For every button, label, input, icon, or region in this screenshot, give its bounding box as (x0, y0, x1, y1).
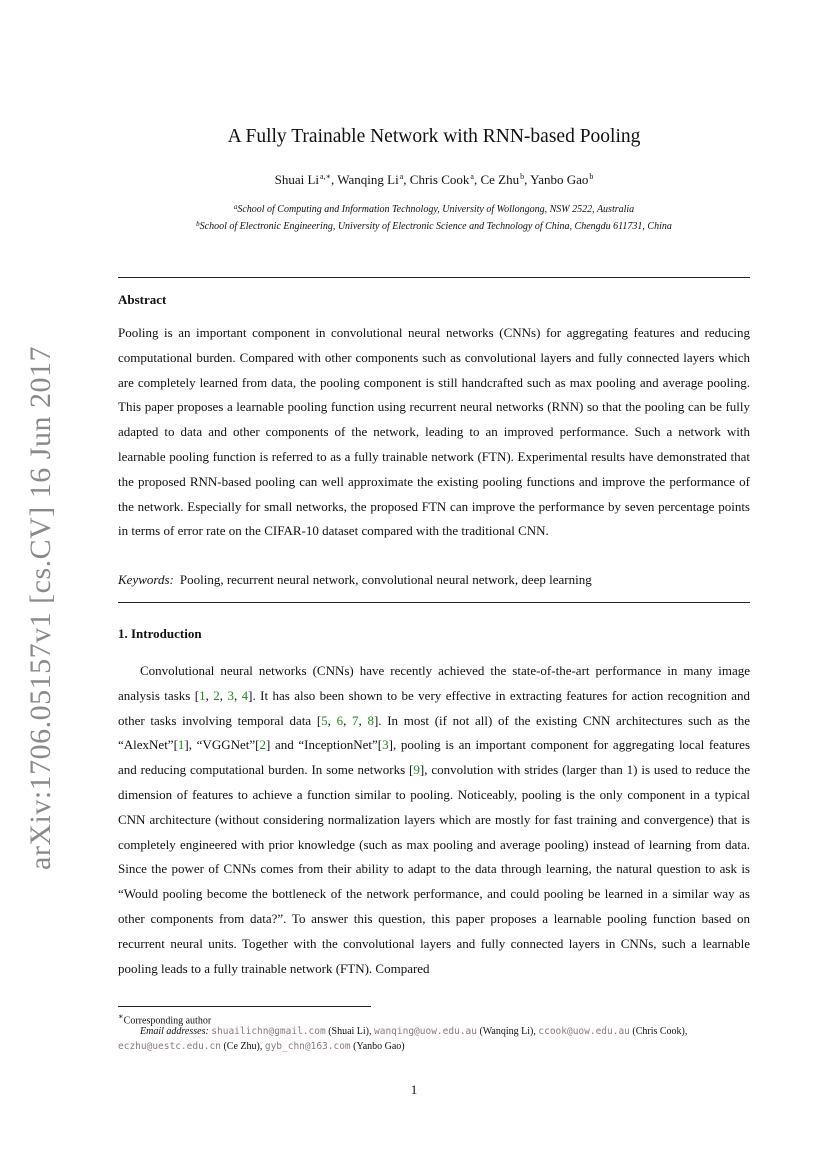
author-name: Wanqing Li (337, 172, 399, 187)
citation-link[interactable]: 7 (352, 712, 359, 728)
introduction-body (118, 659, 750, 981)
email-address[interactable]: wanqing@uow.edu.au (374, 1026, 477, 1037)
intro-text: ], “VGGNet”[ (184, 737, 260, 753)
author-separator: , (473, 172, 481, 187)
intro-text: , (327, 712, 337, 728)
footnote-corresponding-text: Corresponding author (123, 1015, 212, 1027)
keywords-line (118, 572, 750, 588)
footnote-mark: ∗ (118, 1012, 124, 1021)
email-owner: (Shuai Li), (325, 1026, 375, 1037)
affiliation-mark: b (196, 220, 200, 228)
intro-text: ], convolution with strides (larger than 1) is used to reduce the dimension of features to achieve a function similar to pooling. Noticeably, pooling is the only component in a typical CNN architecture (without considering normalization layers which are mostly for fast training and convergence) that is completely engineered with prior knowledge (such as max pooling and average pooling) instead of learning from data. Since the power of CNNs comes from their ability to adapt to the data through learning, the natural question to ask is “Would pooling become the bottleneck of the network performance, and could pooling be learned in a similar way as other components from data?”. To answer this question, this paper proposes a learnable pooling function based on recurrent neural units. Together with the convolutional layers and fully connected layers in CNNs, such a learnable pooling leads to a fully trainable network (FTN). Compared (118, 762, 750, 976)
citation-link[interactable]: 9 (413, 762, 420, 778)
intro-text: , (205, 687, 214, 703)
email-label: Email addresses: (140, 1026, 209, 1037)
intro-text: , (358, 712, 368, 728)
author-separator: , (403, 172, 410, 187)
keywords-label: Keywords: (118, 572, 174, 587)
citation-link[interactable]: 1 (177, 737, 185, 753)
email-address[interactable]: gyb_chn@163.com (264, 1041, 351, 1052)
intro-text: , (219, 687, 228, 703)
citation-link[interactable]: 1 (199, 687, 206, 703)
arxiv-id-text: arXiv:1706.05157v1 [cs.CV] 16 Jun 2017 (24, 346, 57, 870)
intro-text: Convolutional neural networks (CNNs) have recently achieved the state-of-the-art performance in many image analysis tasks [ (118, 663, 750, 703)
citation-link[interactable]: 5 (321, 712, 328, 728)
paper-title: A Fully Trainable Network with RNN-based Pooling (227, 126, 641, 147)
author-affiliation-mark: a (470, 172, 474, 181)
author-name: Shuai Li (274, 172, 320, 187)
author-separator: , (524, 172, 531, 187)
author-affiliation-mark: a,∗ (320, 172, 332, 181)
author-affiliation-mark: b (589, 172, 594, 181)
author-affiliation-mark: b (520, 172, 525, 181)
email-owner: (Wanqing Li), (476, 1026, 539, 1037)
citation-link[interactable]: 2 (259, 737, 266, 753)
citation-link[interactable]: 3 (382, 737, 389, 753)
intro-text: , (233, 687, 242, 703)
abstract-body: Pooling is an important component in convolutional neural networks (CNNs) for aggregating features and reducing computational burden. Compared with other components such as convolutional layers and fully connected layers which are completely learned from data, the pooling component is still handcrafted such as max pooling and average pooling. This paper proposes a learnable pooling function using recurrent neural networks (RNN) so that the pooling can be fully adapted to data and other components of the network, leading to an improved performance. Such a network with learnable pooling function is referred to as a fully trainable network (FTN). Experimental results have demonstrated that the proposed RNN-based pooling can well approximate the existing pooling functions and improve the performance of the network. Especially for small networks, the proposed FTN can improve the performance by seven percentage points in terms of error rate on the CIFAR-10 dataset compared with the traditional CNN. (118, 325, 750, 539)
footnote-rule (118, 1006, 371, 1007)
affiliation-line (118, 200, 750, 217)
email-owner: (Chris Cook), (629, 1026, 688, 1037)
keywords-text: Pooling, recurrent neural network, convolutional neural network, deep learning (179, 572, 592, 587)
page-number: 1 (410, 1082, 418, 1097)
citation-link[interactable]: 2 (213, 687, 220, 703)
author-name: Ce Zhu (480, 172, 520, 187)
intro-text: , (343, 712, 353, 728)
abstract-heading: Abstract (118, 292, 167, 307)
author-affiliation-mark: a (399, 172, 404, 181)
email-owner: (Yanbo Gao) (350, 1041, 405, 1052)
affiliation-mark: a (233, 203, 238, 211)
citation-link[interactable]: 4 (241, 687, 249, 703)
arxiv-side-identifier (22, 346, 60, 870)
footnote-emails (118, 1024, 750, 1054)
bottom-divider (118, 602, 750, 603)
intro-text: ], pooling is an important component for aggregating local features and reducing computational burden. In some networks [ (118, 737, 750, 778)
citation-link[interactable]: 8 (367, 712, 374, 728)
affiliation-text: School of Computing and Information Technology, University of Wollongong, NSW 2522, Australia (237, 204, 635, 215)
intro-text: ]. It has also been shown to be very effective in extracting features for action recognition and other tasks involving temporal data [ (118, 687, 751, 728)
email-owner: (Ce Zhu), (220, 1041, 265, 1052)
section-heading-introduction: 1. Introduction (118, 626, 202, 641)
citation-link[interactable]: 6 (336, 712, 344, 728)
author-name: Yanbo Gao (530, 172, 589, 187)
author-name: Chris Cook (409, 172, 470, 187)
top-divider (118, 277, 750, 278)
author-separator: , (331, 172, 338, 187)
affiliations (118, 200, 750, 234)
affiliation-line (118, 217, 750, 234)
email-address[interactable]: shuailichn@gmail.com (211, 1026, 326, 1037)
intro-text: ] and “InceptionNet”[ (265, 737, 383, 753)
email-address[interactable]: eczhu@uestc.edu.cn (118, 1041, 221, 1052)
affiliation-text: School of Electronic Engineering, University of Electronic Science and Technology of China, Chengdu 611731, China (199, 221, 672, 232)
intro-text: ]. In most (if not all) of the existing CNN architectures such as the “AlexNet”[ (118, 712, 751, 753)
citation-link[interactable]: 3 (227, 687, 234, 703)
email-address[interactable]: ccook@uow.edu.au (538, 1026, 630, 1037)
author-list (118, 172, 750, 188)
